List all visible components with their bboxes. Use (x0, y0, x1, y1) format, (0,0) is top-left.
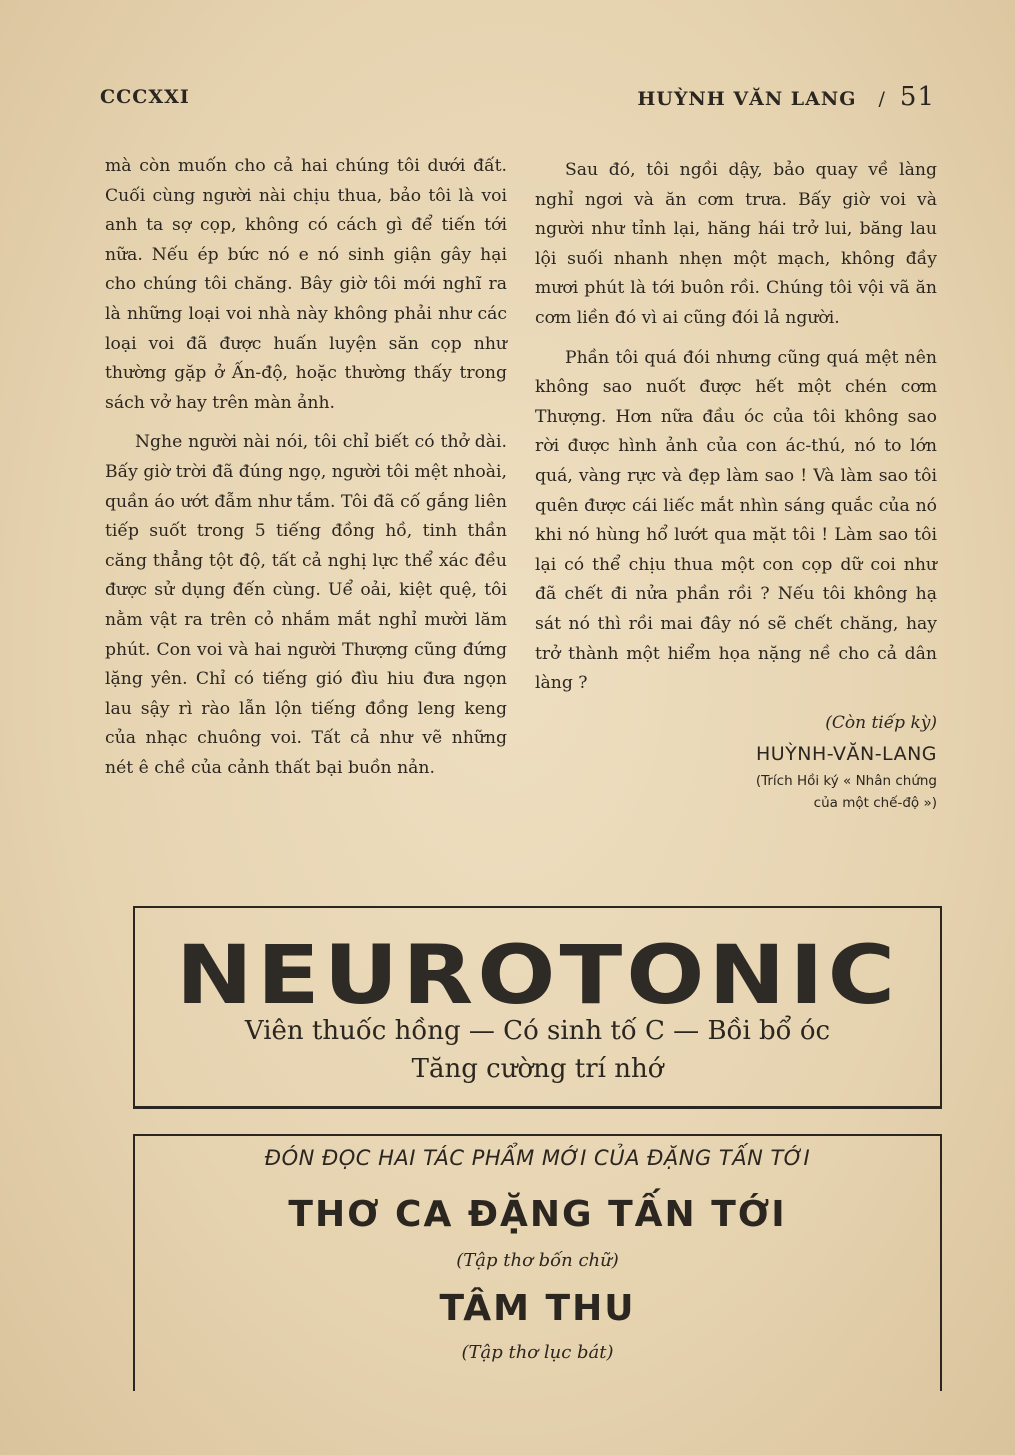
to-be-continued: (Còn tiếp kỳ) (825, 712, 937, 733)
right-paragraph-2: Phần tôi quá đói nhưng cũng quá mệt nên không sao nuốt được hết một chén cơm Thượng. Hơn nữa đầu óc của tôi không sao rời được hình ảnh của con ác-thú, nó to lớn quá, vàng rực và đẹp làm sao ! Và làm sao tôi quên được cái liếc mắt nhìn sáng quắc của nó khi nó hùng hổ lướt qua mặt tôi ! Làm sao tôi lại có thể chịu thua một con cọp dữ coi như đã chết đi nửa phần rồi ? Nếu tôi không hạ sát nó thì rồi mai đây nó sẽ chết chăng, hay trở thành một hiểm họa nặng nề cho cả dân làng ? (535, 347, 937, 694)
neurotonic-tagline-2: Tăng cường trí nhớ (411, 1054, 664, 1084)
article-signature (535, 709, 937, 814)
neurotonic-advertisement (133, 906, 942, 1109)
author-running-head: HUỲNH VĂN LANG (637, 88, 857, 110)
page-header (100, 82, 935, 122)
book-title-1: THƠ CA ĐẶNG TẤN TỚI (288, 1194, 787, 1235)
book-subtitle-2: (Tập thơ lục bát) (461, 1342, 614, 1363)
book-advertisement (133, 1134, 942, 1391)
book-title-2: TÂM THU (439, 1288, 636, 1329)
right-paragraph-1: Sau đó, tôi ngồi dậy, bảo quay về làng nghỉ ngơi và ăn cơm trưa. Bấy giờ voi và người như tỉnh lại, hăng hái trở lui, băng lau lội suối nhanh nhẹn một mạch, không đầy mươi phút là tới buôn rồi. Chúng tôi vội vã ăn cơm liền đó vì ai cũng đói lả người. (535, 160, 937, 328)
left-paragraph-2: Nghe người nài nói, tôi chỉ biết có thở dài. Bấy giờ trời đã đúng ngọ, người tôi mệt nhoài, quần áo ướt đẫm như tắm. Tôi đã cố gắng liên tiếp suốt trong 5 tiếng đồng hồ, tinh thần căng thẳng tột độ, tất cả nghị lực thể xác đều được sử dụng đến cùng. Uể oải, kiệt quệ, tôi nằm vật ra trên cỏ nhắm mắt nghỉ mười lăm phút. Con voi và hai người Thượng cũng đứng lặng yên. Chỉ có tiếng gió đìu hiu đưa ngọn lau sậy rì rào lẫn lộn tiếng đồng leng keng của nhạc chuông voi. Tất cả như vẽ những nét ê chề của cảnh thất bại buồn nản. (105, 432, 507, 778)
book-ad-intro: ĐÓN ĐỌC HAI TÁC PHẨM MỚI CỦA ĐẶNG TẤN TỚI (264, 1146, 811, 1170)
running-head-right (637, 82, 935, 112)
book-subtitle-1: (Tập thơ bốn chữ) (456, 1250, 619, 1271)
running-head-left: CCCXXI (100, 86, 190, 108)
excerpt-source-2: của một chế-độ ») (813, 794, 937, 811)
article-left-column (105, 152, 507, 793)
excerpt-source-1: (Trích Hồi ký « Nhân chứng (755, 772, 937, 789)
neurotonic-tagline-1: Viên thuốc hồng — Có sinh tố C — Bồi bổ óc (244, 1016, 831, 1046)
article-right-column (535, 156, 937, 814)
article-author: HUỲNH-VĂN-LANG (755, 743, 937, 766)
neurotonic-brand: NEUROTONIC (175, 928, 900, 1023)
left-paragraph-1: mà còn muốn cho cả hai chúng tôi dưới đất. Cuối cùng người nài chịu thua, bảo tôi là voi anh ta sợ cọp, không có cách gì để tiến tới nữa. Nếu ép bức nó e nó sinh giận gây hại cho chúng tôi chăng. Bây giờ tôi mới nghĩ ra là những loại voi nhà này không phải như các loại voi đã được huấn luyện săn cọp như thường gặp ở Ấn-độ, hoặc thường thấy trong sách vở hay trên màn ảnh. (105, 156, 507, 413)
page-number: 51 (899, 82, 935, 112)
header-separator: / (878, 88, 886, 110)
